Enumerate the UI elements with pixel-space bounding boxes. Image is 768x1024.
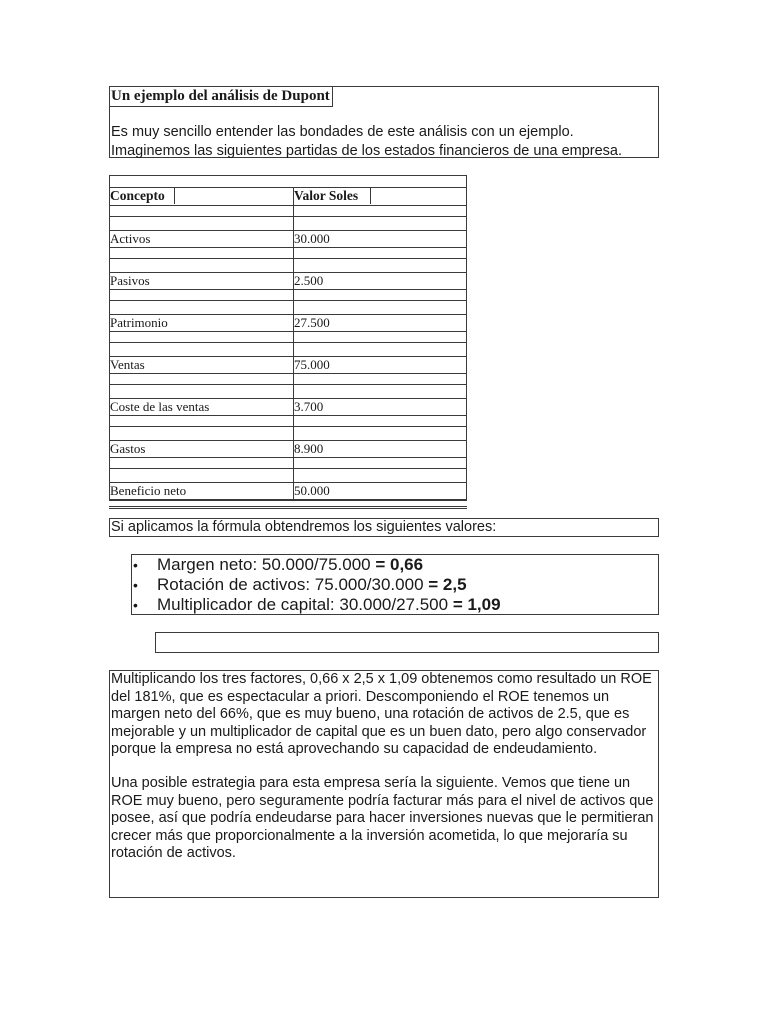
table-border-right	[466, 175, 467, 501]
table-cell-concepto: Pasivos	[110, 273, 150, 288]
table-cell-concepto: Ventas	[110, 357, 145, 372]
formula-intro-text: Si aplicamos la fórmula obtendremos los siguientes valores:	[111, 519, 497, 535]
conclusion-paragraph-2: Una posible estrategia para esta empresa sería la siguiente. Vemos que tiene un ROE muy bueno, pero seguramente podría facturar más para el nivel de activos que posee, así que podría endeudarse para hacer inversiones nuevas que le permitieran crecer más que proporcionalmente a la inversión acometida, lo que mejoraría su rotación de activos.	[111, 774, 654, 862]
conclusion-section	[109, 670, 659, 898]
table-header-divider	[293, 187, 371, 204]
table-cell-concepto: Beneficio neto	[110, 483, 187, 498]
table-rule	[109, 216, 467, 217]
table-rule	[109, 506, 467, 507]
table-rule	[109, 272, 467, 273]
table-rule	[109, 426, 467, 427]
table-rule	[109, 230, 467, 231]
ratio-formula: Margen neto: 50.000/75.000	[157, 555, 376, 574]
table-rule	[109, 440, 467, 441]
table-cell-concepto: Coste de las ventas	[110, 399, 210, 414]
table-header-cell: Valor Soles	[294, 188, 359, 203]
table-cell-valor: 2.500	[294, 273, 324, 288]
ratio-list	[131, 554, 659, 615]
table-rule	[109, 373, 467, 374]
ratio-formula: Multiplicador de capital: 30.000/27.500	[157, 595, 453, 614]
table-cell-concepto: Activos	[110, 231, 151, 246]
ratio-result: = 1,09	[452, 595, 501, 614]
table-rule	[109, 247, 467, 248]
intro-section	[109, 86, 659, 158]
bullet-icon: •	[133, 577, 138, 593]
conclusion-paragraph-1: Multiplicando los tres factores, 0,66 x 2,5 x 1,09 obtenemos como resultado un ROE del 181%, que es espectacular a priori. Descomponiendo el ROE tenemos un margen neto del 66%, que es muy bueno, una rotación de activos de 2.5, que es mejorable y un multiplicador de capital que es un buen dato, pero algo conservador porque la empresa no está aprovechando su capacidad de endeudamiento.	[111, 671, 652, 758]
table-cell-valor: 3.700	[294, 399, 324, 414]
table-rule	[109, 500, 467, 501]
table-rule	[109, 384, 467, 385]
table-cell-valor: 8.900	[294, 441, 324, 456]
list-item	[132, 595, 658, 615]
table-cell-concepto: Patrimonio	[110, 315, 168, 330]
table-rule	[109, 508, 467, 509]
list-item	[132, 575, 658, 595]
table-rule	[109, 342, 467, 343]
table-cell-concepto: Gastos	[110, 441, 146, 456]
bullet-icon: •	[133, 557, 138, 573]
table-rule	[109, 258, 467, 259]
table-rule	[109, 205, 467, 206]
table-header-divider	[109, 187, 175, 204]
empty-box	[155, 632, 659, 653]
table-rule	[109, 457, 467, 458]
table-header-cell: Concepto	[110, 188, 165, 203]
table-rule	[109, 289, 467, 290]
ratio-result: = 0,66	[375, 555, 424, 574]
table-rule	[109, 468, 467, 469]
list-item	[132, 555, 658, 575]
table-rule	[109, 331, 467, 332]
table-cell-valor: 30.000	[294, 231, 330, 246]
table-cell-valor: 50.000	[294, 483, 330, 498]
bullet-icon: •	[133, 597, 138, 613]
formula-intro	[109, 518, 659, 537]
table-rule	[109, 415, 467, 416]
table-cell-valor: 75.000	[294, 357, 330, 372]
financial-table	[109, 175, 467, 501]
intro-paragraph: Es muy sencillo entender las bondades de este análisis con un ejemplo. Imaginemos las siguientes partidas de los estados financieros de una empresa.	[111, 124, 623, 159]
ratio-formula: Rotación de activos: 75.000/30.000	[157, 575, 429, 594]
table-cell-valor: 27.500	[294, 315, 330, 330]
table-rule	[109, 300, 467, 301]
document-title: Un ejemplo del análisis de Dupont	[110, 87, 333, 107]
table-rule	[109, 175, 467, 176]
table-rule	[109, 356, 467, 357]
ratio-result: = 2,5	[428, 575, 467, 594]
